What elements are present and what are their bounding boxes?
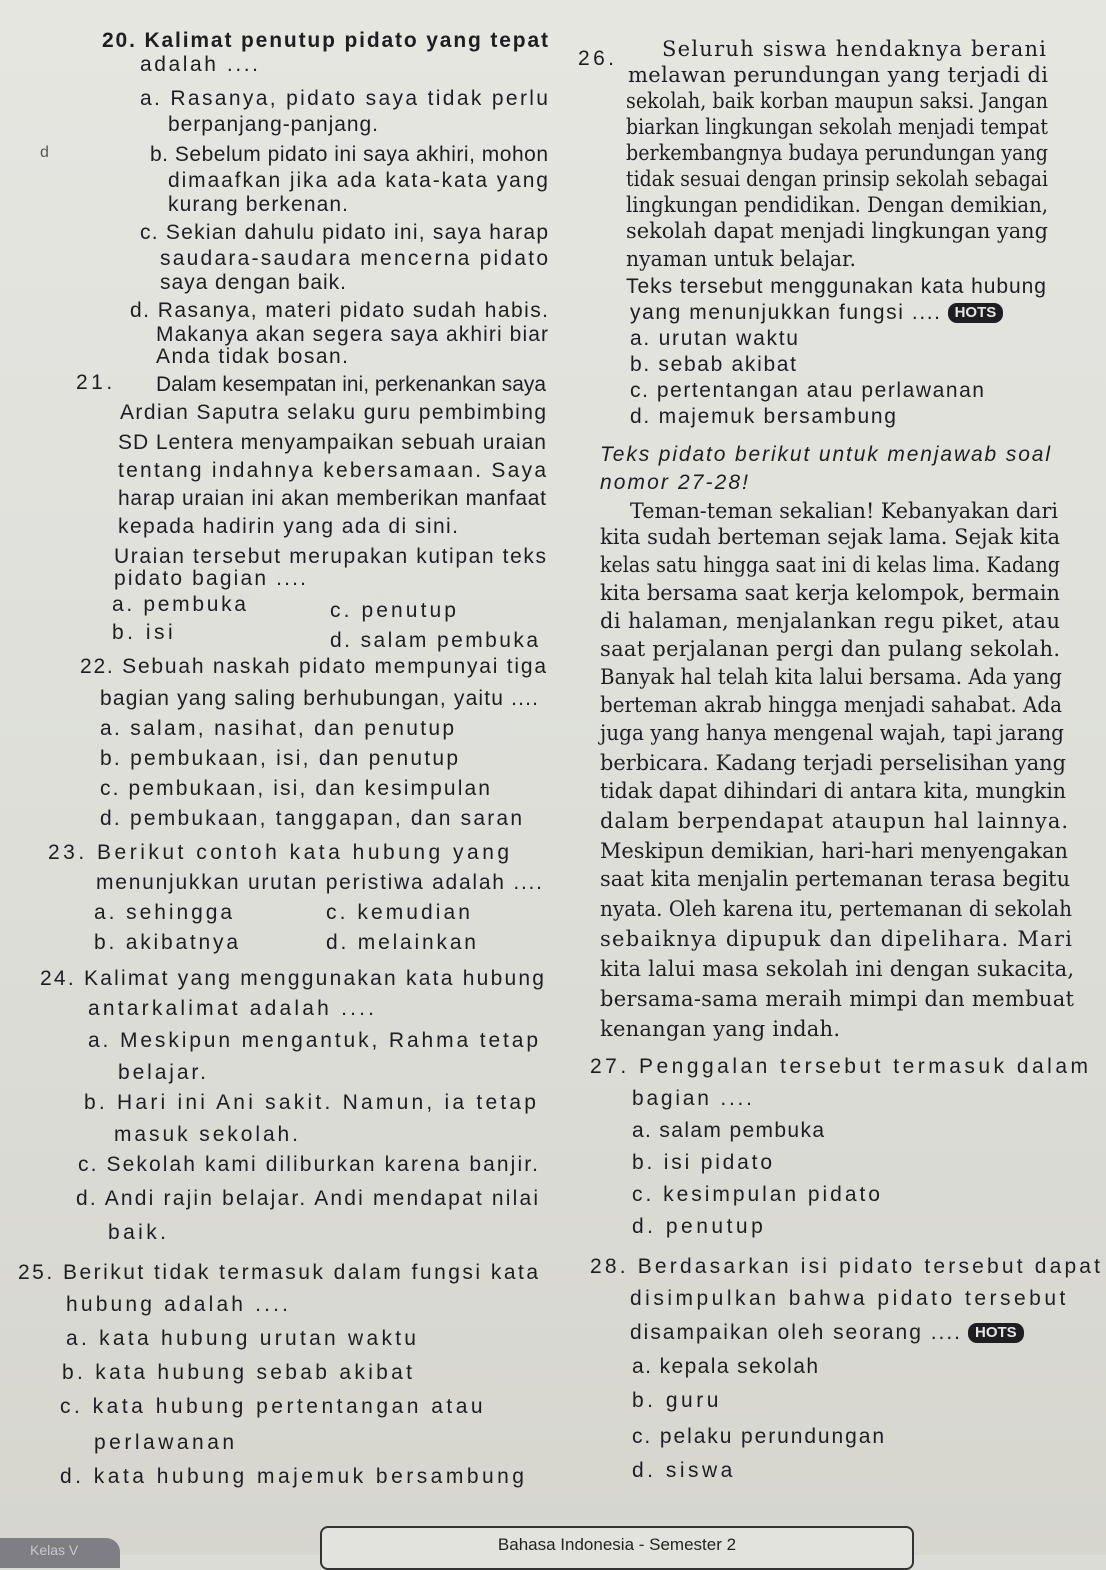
right-text-line xyxy=(600,442,1052,468)
right-text-line xyxy=(662,36,1047,62)
left-text-line xyxy=(100,776,492,802)
right-text-line xyxy=(590,1254,1103,1280)
line-text: 28. Berdasarkan isi pidato tersebut dapat xyxy=(590,1255,1104,1278)
left-text-line xyxy=(330,628,540,654)
line-text: Dalam kesempatan ini, perkenankan saya xyxy=(156,373,546,396)
line-text: bagian .... xyxy=(632,1087,755,1110)
line-text: b. Hari ini Ani sakit. Namun, ia tetap xyxy=(84,1091,540,1114)
line-text: disampaikan oleh seorang .... xyxy=(630,1321,962,1344)
left-text-line xyxy=(118,458,548,484)
line-text: Ardian Saputra selaku guru pembimbing xyxy=(120,401,548,424)
line-text: b. kata hubung sebab akibat xyxy=(62,1361,416,1384)
line-text: c. kata hubung pertentangan atau xyxy=(60,1395,487,1418)
left-text-line xyxy=(160,246,550,272)
line-text: c. Sekolah kami diliburkan karena banjir. xyxy=(78,1153,541,1176)
line-text: c. pertentangan atau perlawanan xyxy=(630,379,986,402)
left-text-line xyxy=(48,840,513,866)
line-text: harap uraian ini akan memberikan manfaat xyxy=(118,487,547,510)
line-text: Anda tidak bosan. xyxy=(156,345,350,368)
line-text: c. pembukaan, isi, dan kesimpulan xyxy=(100,777,493,800)
left-text-line xyxy=(114,566,308,592)
line-text: 20. Kalimat penutup pidato yang tepat xyxy=(102,29,550,52)
line-text: d. pembukaan, tanggapan, dan saran xyxy=(100,807,525,830)
handwritten-mark: d xyxy=(40,144,49,161)
right-text-line xyxy=(632,1150,775,1176)
hots-badge: HOTS xyxy=(968,1323,1024,1343)
line-text: d. majemuk bersambung xyxy=(630,405,898,428)
line-text: lingkungan pendidikan. Dengan demikian, xyxy=(626,193,1048,217)
left-text-line xyxy=(102,28,550,54)
line-text: 27. Penggalan tersebut termasuk dalam xyxy=(590,1055,1092,1078)
line-text: Teks pidato berikut untuk menjawab soal xyxy=(600,443,1052,466)
left-text-line xyxy=(84,1090,539,1116)
right-text-line xyxy=(626,246,864,272)
left-text-line xyxy=(62,1360,415,1386)
right-text-line xyxy=(626,166,1097,192)
right-text-line xyxy=(630,352,798,378)
line-text: sekolah, baik korban maupun saksi. Jangan xyxy=(626,89,1048,113)
line-text: pidato bagian .... xyxy=(114,567,309,590)
right-text-line xyxy=(600,926,1073,952)
right-text-line xyxy=(600,808,1069,834)
line-text: berbicara. Kadang terjadi perselisihan yang xyxy=(600,751,1066,775)
left-text-line xyxy=(66,1292,291,1318)
right-text-line xyxy=(626,274,1047,300)
line-text: b. akibatnya xyxy=(94,931,241,954)
line-text: kepada hadirin yang ada di sini. xyxy=(118,515,460,538)
line-text: berteman akrab hingga menjadi sahabat. Ada xyxy=(600,693,1062,717)
right-text-line xyxy=(600,866,1073,892)
left-text-line xyxy=(60,1464,527,1490)
line-text: di halaman, menjalankan regu piket, atau xyxy=(600,609,1061,633)
left-text-line xyxy=(150,142,549,168)
line-text: c. penutup xyxy=(330,599,460,622)
right-text-line xyxy=(600,720,1085,746)
right-text-line xyxy=(600,778,1081,804)
left-text-line xyxy=(112,620,176,646)
line-text: a. kepala sekolah xyxy=(632,1355,820,1378)
left-text-line xyxy=(130,298,549,324)
right-text-line xyxy=(600,750,1068,776)
line-text: dalam berpendapat ataupun hal lainnya. xyxy=(600,809,1069,833)
line-text: c. pelaku perundungan xyxy=(632,1425,886,1448)
right-text-line xyxy=(600,664,1089,690)
line-text: a. pembuka xyxy=(112,593,249,616)
line-text: berpanjang-panjang. xyxy=(168,113,379,136)
line-text: nyaman untuk belajar. xyxy=(626,247,856,271)
line-text: melawan perundungan yang terjadi di xyxy=(628,63,1049,87)
line-text: baik. xyxy=(108,1221,170,1244)
left-text-line xyxy=(80,654,548,680)
line-text: Banyak hal telah kita lalui bersama. Ada yang xyxy=(600,665,1062,689)
line-text: biarkan lingkungan sekolah menjadi tempat xyxy=(626,115,1048,139)
line-text: b. isi pidato xyxy=(632,1151,775,1174)
line-text: disimpulkan bahwa pidato tersebut xyxy=(630,1287,1069,1310)
line-text: b. guru xyxy=(632,1389,722,1412)
right-text-line xyxy=(632,1182,883,1208)
line-text: masuk sekolah. xyxy=(114,1123,301,1146)
left-text-line xyxy=(156,372,547,398)
left-text-line xyxy=(78,1152,540,1178)
line-text: b. isi xyxy=(112,621,177,644)
line-text: adalah .... xyxy=(140,53,261,76)
line-text: perlawanan xyxy=(94,1431,238,1454)
line-text: a. Meskipun mengantuk, Rahma tetap xyxy=(88,1029,541,1052)
right-text-line xyxy=(630,300,1003,326)
left-text-line xyxy=(140,86,550,112)
left-text-line xyxy=(108,1220,169,1246)
line-text: b. pembukaan, isi, dan penutup xyxy=(100,747,461,770)
line-text: Uraian tersebut merupakan kutipan teks xyxy=(114,545,548,568)
left-text-line xyxy=(96,870,544,896)
left-text-line xyxy=(60,1394,486,1420)
line-text: sebaiknya dipupuk dan dipelihara. Mari xyxy=(600,927,1074,951)
line-text: a. kata hubung urutan waktu xyxy=(66,1327,420,1350)
left-text-line xyxy=(118,430,547,456)
left-text-line xyxy=(76,370,116,396)
line-text: berkembangnya budaya perundungan yang xyxy=(626,141,1048,165)
line-text: saat perjalanan pergi dan pulang sekolah. xyxy=(600,637,1061,661)
right-text-line xyxy=(626,140,1089,166)
line-text: nomor 27-28! xyxy=(600,471,751,494)
line-text: 21. xyxy=(76,371,116,394)
right-text-line xyxy=(630,326,800,352)
right-text-line xyxy=(626,114,1095,140)
right-text-line xyxy=(626,88,1088,114)
right-text-line xyxy=(600,470,750,496)
left-text-line xyxy=(100,716,456,742)
line-text: 26. xyxy=(578,47,618,70)
class-badge: Kelas V xyxy=(0,1538,120,1568)
left-text-line xyxy=(100,806,524,832)
line-text: antarkalimat adalah .... xyxy=(88,997,378,1020)
line-text: kurang berkenan. xyxy=(168,193,350,216)
line-text: d. melainkan xyxy=(326,931,479,954)
left-text-line xyxy=(118,486,547,512)
line-text: b. Sebelum pidato ini saya akhiri, mohon xyxy=(150,143,549,166)
line-text: yang menunjukkan fungsi .... xyxy=(630,301,942,324)
left-text-line xyxy=(168,192,349,218)
left-text-line xyxy=(94,900,235,926)
right-text-line xyxy=(632,1086,755,1112)
right-text-line xyxy=(600,580,1062,606)
left-text-line xyxy=(326,930,479,956)
right-text-line xyxy=(578,46,617,72)
hots-badge: HOTS xyxy=(948,303,1004,323)
line-text: hubung adalah .... xyxy=(66,1293,292,1316)
line-text: Meskipun demikian, hari-hari menyengakan xyxy=(600,839,1068,863)
line-text: tidak sesuai dengan prinsip sekolah sebagai xyxy=(626,167,1048,191)
line-text: sekolah dapat menjadi lingkungan yang xyxy=(626,219,1048,243)
right-text-line xyxy=(630,498,1064,524)
right-text-line xyxy=(630,378,986,404)
right-text-line xyxy=(600,524,1060,550)
line-text: saudara-saudara mencerna pidato xyxy=(160,247,551,270)
left-text-line xyxy=(94,1430,238,1456)
right-text-line xyxy=(600,838,1070,864)
line-text: a. Rasanya, pidato saya tidak perlu xyxy=(140,87,551,110)
right-text-line xyxy=(632,1458,736,1484)
line-text: 23. Berikut contoh kata hubung yang xyxy=(48,841,513,864)
right-text-line xyxy=(632,1424,886,1450)
line-text: c. Sekian dahulu pidato ini, saya harap xyxy=(140,221,550,244)
line-text: d. siswa xyxy=(632,1459,736,1482)
line-text: kenangan yang indah. xyxy=(600,1017,841,1041)
right-text-line xyxy=(600,956,1074,982)
right-text-line xyxy=(632,1214,766,1240)
line-text: bersama-sama meraih mimpi dan membuat xyxy=(600,987,1075,1011)
line-text: a. salam pembuka xyxy=(632,1119,826,1142)
line-text: bagian yang saling berhubungan, yaitu .... xyxy=(100,687,540,710)
left-text-line xyxy=(112,592,249,618)
right-text-line xyxy=(632,1354,819,1380)
line-text: d. salam pembuka xyxy=(330,629,541,652)
line-text: dimaafkan jika ada kata-kata yang xyxy=(168,169,550,192)
left-text-line xyxy=(100,746,460,772)
right-text-line xyxy=(600,692,1087,718)
line-text: tidak dapat dihindari di antara kita, mungkin xyxy=(600,779,1066,803)
left-text-line xyxy=(156,344,350,370)
left-text-line xyxy=(94,930,241,956)
left-text-line xyxy=(140,220,549,246)
line-text: Teks tersebut menggunakan kata hubung xyxy=(626,275,1047,298)
line-text: d. Andi rajin belajar. Andi mendapat nilai xyxy=(76,1187,541,1210)
line-text: kelas satu hingga saat ini di kelas lima. Kadang xyxy=(600,553,1060,577)
right-text-line xyxy=(600,636,1060,662)
left-text-line xyxy=(140,52,261,78)
line-text: Seluruh siswa hendaknya berani xyxy=(662,37,1048,61)
right-text-line xyxy=(628,62,1048,88)
line-text: a. urutan waktu xyxy=(630,327,800,350)
left-text-line xyxy=(120,400,547,426)
left-text-line xyxy=(160,270,347,296)
line-text: menunjukkan urutan peristiwa adalah .... xyxy=(96,871,544,894)
left-text-line xyxy=(168,168,550,194)
left-text-line xyxy=(40,966,546,992)
line-text: d. Rasanya, materi pidato sudah habis. xyxy=(130,299,550,322)
line-text: Teman-teman sekalian! Kebanyakan dari xyxy=(630,499,1058,523)
line-text: tentang indahnya kebersamaan. Saya xyxy=(118,459,549,482)
right-text-line xyxy=(630,1286,1069,1312)
left-text-line xyxy=(88,996,377,1022)
right-text-line xyxy=(600,608,1060,634)
line-text: d. penutup xyxy=(632,1215,767,1238)
line-text: SD Lentera menyampaikan sebuah uraian xyxy=(118,431,547,454)
line-text: 25. Berikut tidak termasuk dalam fungsi kata xyxy=(18,1261,541,1284)
line-text: d. kata hubung majemuk bersambung xyxy=(60,1465,528,1488)
line-text: b. sebab akibat xyxy=(630,353,798,376)
left-text-line xyxy=(76,1186,540,1212)
left-text-line xyxy=(88,1028,541,1054)
right-text-line xyxy=(630,1320,1024,1346)
line-text: 22. Sebuah naskah pidato mempunyai tiga xyxy=(80,655,548,678)
line-text: saat kita menjalin pertemanan terasa begitu xyxy=(600,867,1070,891)
left-text-line xyxy=(118,514,459,540)
right-text-line xyxy=(600,986,1074,1012)
right-text-line xyxy=(600,1016,840,1042)
line-text: c. kemudian xyxy=(326,901,474,924)
left-text-line xyxy=(114,1122,301,1148)
left-text-line xyxy=(168,112,379,138)
left-text-line xyxy=(326,900,473,926)
right-text-line xyxy=(590,1054,1091,1080)
right-text-line xyxy=(630,404,898,430)
right-text-line xyxy=(600,552,1106,578)
line-text: a. salam, nasihat, dan penutup xyxy=(100,717,457,740)
footer-title: Bahasa Indonesia - Semester 2 xyxy=(320,1526,914,1570)
left-text-line xyxy=(100,686,539,712)
right-text-line xyxy=(600,896,1095,922)
right-text-line xyxy=(632,1388,722,1414)
left-text-line xyxy=(330,598,459,624)
line-text: saya dengan baik. xyxy=(160,271,347,294)
line-text: c. kesimpulan pidato xyxy=(632,1183,883,1206)
line-text: nyata. Oleh karena itu, pertemanan di sekolah xyxy=(600,897,1072,921)
line-text: kita bersama saat kerja kelompok, bermain xyxy=(600,581,1060,605)
line-text: kita sudah berteman sejak lama. Sejak kita xyxy=(600,525,1061,549)
right-text-line xyxy=(626,218,1050,244)
line-text: Makanya akan segera saya akhiri biar xyxy=(156,323,550,346)
left-text-line xyxy=(118,1060,209,1086)
left-text-line xyxy=(18,1260,540,1286)
line-text: kita lalui masa sekolah ini dengan sukacita, xyxy=(600,957,1075,981)
right-text-line xyxy=(626,192,1078,218)
line-text: 24. Kalimat yang menggunakan kata hubung xyxy=(40,967,547,990)
line-text: a. sehingga xyxy=(94,901,235,924)
right-text-line xyxy=(632,1118,825,1144)
left-text-line xyxy=(66,1326,419,1352)
line-text: belajar. xyxy=(118,1061,209,1084)
line-text: juga yang hanya mengenal wajah, tapi jarang xyxy=(600,721,1064,745)
